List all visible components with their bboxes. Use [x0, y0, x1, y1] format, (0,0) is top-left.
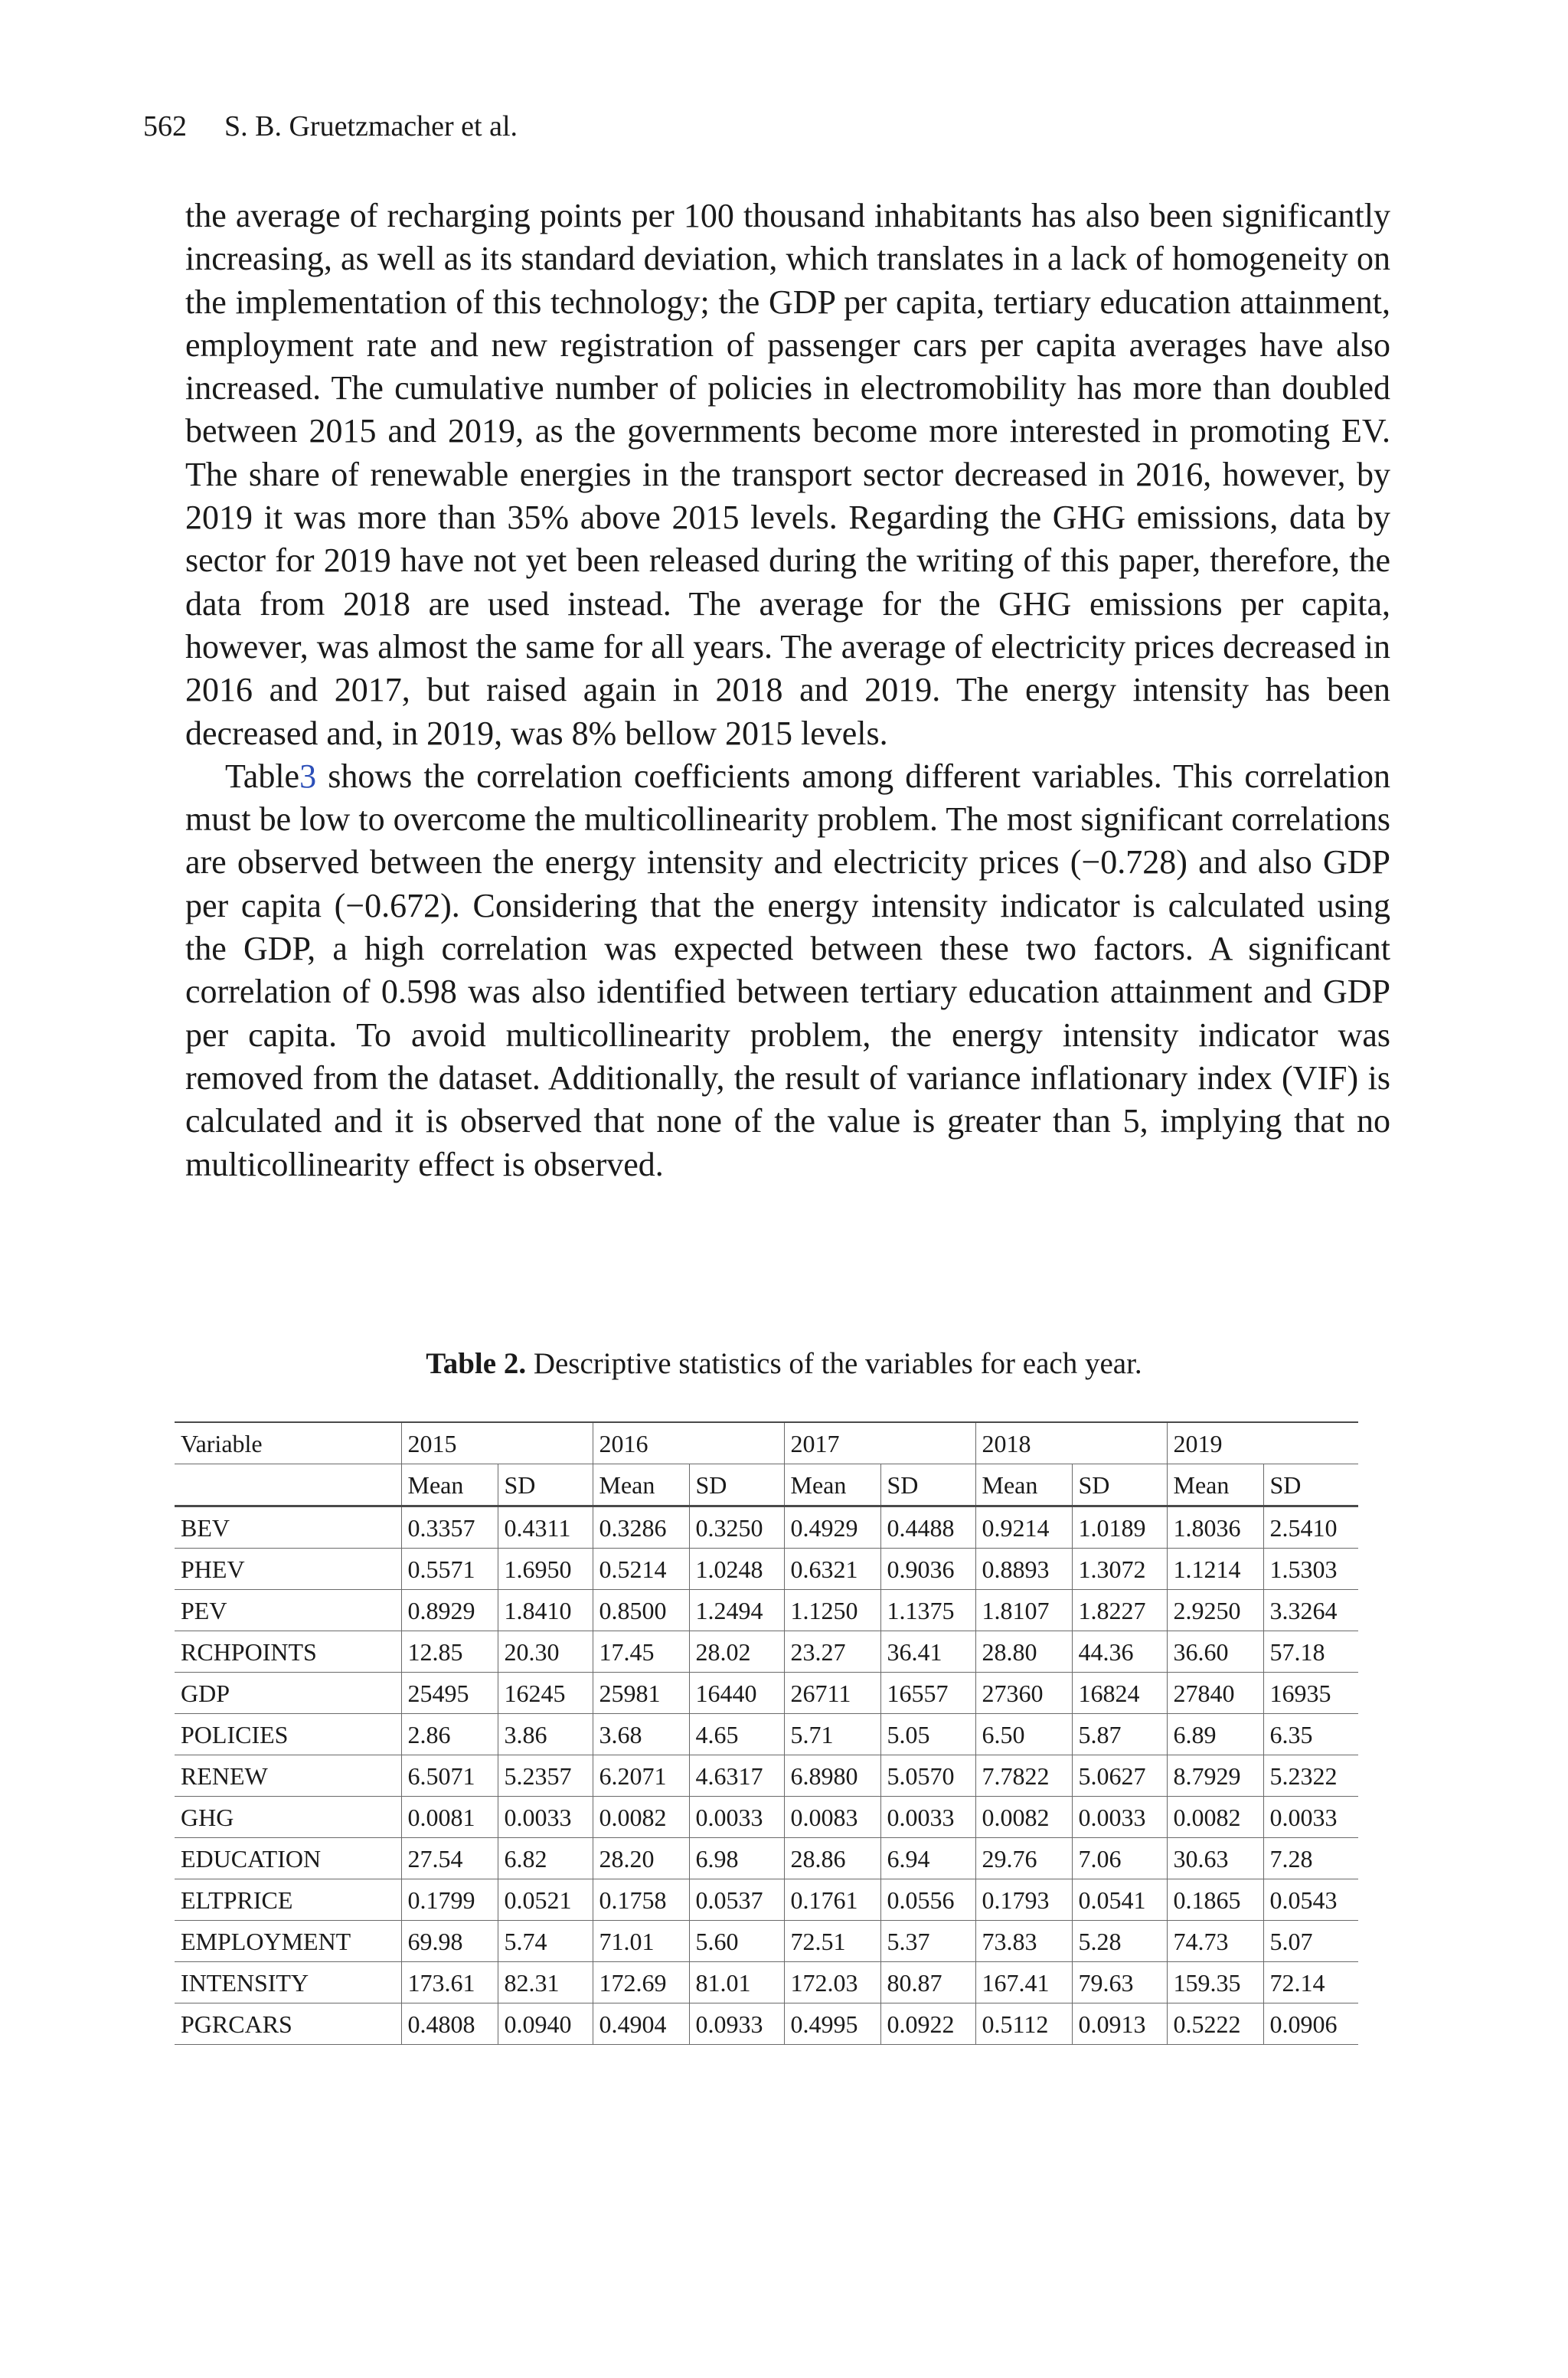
column-header-year: 2019 [1167, 1422, 1358, 1464]
paragraph: the average of recharging points per 100 thousand inhabitants has also been significantly increasing, as well as its standard deviation, which translates in a lack of homogeneity on the implementation of this technology; the GDP per capita, tertiary education attainment, employment rate and new registration of passenger cars per capita averages have also increased. The cumulative number of policies in electromobility has more than doubled between 2015 and 2019, as the governments become more interested in promoting EV. The share of renewable energies in the transport sector decreased in 2016, however, by 2019 it was more than 35% above 2015 levels. Regarding the GHG emissions, data by sector for 2019 have not yet been released during the writing of this paper, therefore, the data from 2018 are used instead. The average for the GHG emissions per capita, however, was almost the same for all years. The average of electricity prices decreased in 2016 and 2017, but raised again in 2018 and 2019. The energy intensity has been decreased and, in 2019, was 8% bellow 2015 levels. [185, 197, 1390, 752]
cell-sd: 20.30 [498, 1631, 593, 1673]
cell-sd: 0.4488 [880, 1506, 975, 1549]
cell-sd: 5.2357 [498, 1755, 593, 1797]
cell-sd: 1.1375 [880, 1590, 975, 1631]
table-row [175, 1838, 1358, 1879]
cell-mean: 173.61 [401, 1962, 498, 2003]
cell-mean: 0.8929 [401, 1590, 498, 1631]
cell-mean: 6.5071 [401, 1755, 498, 1797]
cell-sd: 79.63 [1072, 1962, 1167, 2003]
cell-mean: 0.5222 [1167, 2003, 1263, 2045]
cell-sd: 5.07 [1263, 1921, 1358, 1962]
cell-mean: 36.60 [1167, 1631, 1263, 1673]
cell-sd: 1.8410 [498, 1590, 593, 1631]
cell-sd: 0.0033 [880, 1797, 975, 1838]
cell-mean: 26711 [784, 1673, 880, 1714]
cell-mean: 27.54 [401, 1838, 498, 1879]
cell-mean: 6.8980 [784, 1755, 880, 1797]
cell-sd: 0.0556 [880, 1879, 975, 1921]
cell-mean: 0.1761 [784, 1879, 880, 1921]
paragraph-table-word: Table [225, 757, 300, 795]
cell-sd: 5.2322 [1263, 1755, 1358, 1797]
cell-sd: 0.0033 [689, 1797, 784, 1838]
running-head-authors: S. B. Gruetzmacher et al. [224, 110, 518, 142]
table-subheader-row [175, 1464, 1358, 1506]
column-header-sd: SD [498, 1464, 593, 1506]
cell-mean: 2.86 [401, 1714, 498, 1755]
cell-mean: 0.5571 [401, 1549, 498, 1590]
cell-mean: 23.27 [784, 1631, 880, 1673]
cell-sd: 5.87 [1072, 1714, 1167, 1755]
cell-mean: 6.50 [975, 1714, 1072, 1755]
cell-sd: 0.0922 [880, 2003, 975, 2045]
cell-mean: 29.76 [975, 1838, 1072, 1879]
table-row [175, 1673, 1358, 1714]
paragraph-text: shows the correlation coefficients among different variables. This correlation must be low to overcome the multicollinearity problem. The most significant correlations are observed between the energy intensity and electricity prices (−0.728) and also GDP per capita (−0.672). Considering that the energy intensity indicator is calculated using the GDP, a high correlation was expected between these two factors. A significant correlation of 0.598 was also identified between tertiary education attainment and GDP per capita. To avoid multicollinearity problem, the energy intensity indicator was removed from the dataset. Additionally, the result of variance inflationary index (VIF) is calculated and it is observed that none of the value is greater than 5, implying that no multicollinearity effect is observed. [185, 757, 1390, 1183]
cell-sd: 4.65 [689, 1714, 784, 1755]
cell-mean: 0.8500 [593, 1590, 689, 1631]
cell-mean: 71.01 [593, 1921, 689, 1962]
table-body [175, 1506, 1358, 2045]
column-header-year: 2015 [401, 1422, 593, 1464]
cell-sd: 0.0906 [1263, 2003, 1358, 2045]
cell-sd: 7.06 [1072, 1838, 1167, 1879]
cell-sd: 0.0033 [498, 1797, 593, 1838]
row-label: GDP [175, 1673, 401, 1714]
cell-sd: 0.9036 [880, 1549, 975, 1590]
column-header-blank [175, 1464, 401, 1506]
table-row [175, 1755, 1358, 1797]
cell-mean: 25495 [401, 1673, 498, 1714]
cell-sd: 1.5303 [1263, 1549, 1358, 1590]
cell-mean: 17.45 [593, 1631, 689, 1673]
cell-mean: 0.0082 [593, 1797, 689, 1838]
cell-sd: 36.41 [880, 1631, 975, 1673]
cell-mean: 28.20 [593, 1838, 689, 1879]
paragraph [185, 755, 1390, 1186]
cell-sd: 5.0627 [1072, 1755, 1167, 1797]
table-row [175, 1631, 1358, 1673]
cell-sd: 16440 [689, 1673, 784, 1714]
column-header-sd: SD [1263, 1464, 1358, 1506]
cell-sd: 44.36 [1072, 1631, 1167, 1673]
column-header-sd: SD [1072, 1464, 1167, 1506]
cell-sd: 0.0537 [689, 1879, 784, 1921]
column-header-year: 2016 [593, 1422, 784, 1464]
cell-mean: 172.03 [784, 1962, 880, 2003]
cell-mean: 28.86 [784, 1838, 880, 1879]
cell-sd: 5.28 [1072, 1921, 1167, 1962]
cell-mean: 7.7822 [975, 1755, 1072, 1797]
table-row [175, 1797, 1358, 1838]
cell-sd: 1.6950 [498, 1549, 593, 1590]
cell-sd: 72.14 [1263, 1962, 1358, 2003]
table-caption [0, 1345, 1568, 1383]
cell-mean: 27840 [1167, 1673, 1263, 1714]
table-row [175, 1590, 1358, 1631]
cell-sd: 0.0541 [1072, 1879, 1167, 1921]
cell-mean: 0.9214 [975, 1506, 1072, 1549]
cell-mean: 2.9250 [1167, 1590, 1263, 1631]
cell-sd: 0.0521 [498, 1879, 593, 1921]
cell-mean: 0.5214 [593, 1549, 689, 1590]
running-head [143, 107, 518, 146]
cell-sd: 28.02 [689, 1631, 784, 1673]
cell-mean: 27360 [975, 1673, 1072, 1714]
table-row [175, 1921, 1358, 1962]
column-header-mean: Mean [593, 1464, 689, 1506]
cell-mean: 30.63 [1167, 1838, 1263, 1879]
cell-sd: 82.31 [498, 1962, 593, 2003]
cell-mean: 172.69 [593, 1962, 689, 2003]
table-row [175, 1506, 1358, 1549]
cell-sd: 16557 [880, 1673, 975, 1714]
cell-sd: 6.98 [689, 1838, 784, 1879]
cell-mean: 0.4995 [784, 2003, 880, 2045]
row-label: RENEW [175, 1755, 401, 1797]
cell-mean: 1.1250 [784, 1590, 880, 1631]
cell-mean: 5.71 [784, 1714, 880, 1755]
cell-mean: 74.73 [1167, 1921, 1263, 1962]
cell-sd: 0.0933 [689, 2003, 784, 2045]
cell-mean: 0.4904 [593, 2003, 689, 2045]
column-header-mean: Mean [784, 1464, 880, 1506]
cell-mean: 0.1793 [975, 1879, 1072, 1921]
cell-sd: 5.60 [689, 1921, 784, 1962]
cell-mean: 0.0081 [401, 1797, 498, 1838]
cell-mean: 0.6321 [784, 1549, 880, 1590]
cell-mean: 72.51 [784, 1921, 880, 1962]
cell-mean: 0.1799 [401, 1879, 498, 1921]
cell-mean: 12.85 [401, 1631, 498, 1673]
cell-sd: 16824 [1072, 1673, 1167, 1714]
cell-sd: 5.0570 [880, 1755, 975, 1797]
cell-mean: 159.35 [1167, 1962, 1263, 2003]
cell-sd: 0.0033 [1263, 1797, 1358, 1838]
column-header-year: 2018 [975, 1422, 1167, 1464]
cell-mean: 25981 [593, 1673, 689, 1714]
cell-mean: 0.4808 [401, 2003, 498, 2045]
cell-sd: 0.3250 [689, 1506, 784, 1549]
cell-sd: 0.4311 [498, 1506, 593, 1549]
cell-sd: 1.8227 [1072, 1590, 1167, 1631]
cell-sd: 0.0913 [1072, 2003, 1167, 2045]
cell-mean: 0.5112 [975, 2003, 1072, 2045]
cell-sd: 1.0248 [689, 1549, 784, 1590]
cell-sd: 5.05 [880, 1714, 975, 1755]
cell-sd: 0.0940 [498, 2003, 593, 2045]
cell-mean: 0.1865 [1167, 1879, 1263, 1921]
table-caption-label: Table 2. [426, 1347, 527, 1380]
row-label: BEV [175, 1506, 401, 1549]
row-label: PHEV [175, 1549, 401, 1590]
table-row [175, 1549, 1358, 1590]
cell-mean: 0.4929 [784, 1506, 880, 1549]
cell-mean: 1.8107 [975, 1590, 1072, 1631]
cell-sd: 16245 [498, 1673, 593, 1714]
row-label: ELTPRICE [175, 1879, 401, 1921]
cell-mean: 0.0083 [784, 1797, 880, 1838]
table-row [175, 1879, 1358, 1921]
row-label: PEV [175, 1590, 401, 1631]
body-text [185, 195, 1390, 1186]
column-header-mean: Mean [1167, 1464, 1263, 1506]
cell-mean: 0.0082 [975, 1797, 1072, 1838]
column-header-sd: SD [880, 1464, 975, 1506]
row-label: RCHPOINTS [175, 1631, 401, 1673]
cell-sd: 6.94 [880, 1838, 975, 1879]
column-header-variable: Variable [175, 1422, 401, 1464]
cell-mean: 0.0082 [1167, 1797, 1263, 1838]
table-reference-link[interactable]: 3 [299, 757, 317, 795]
table-row [175, 2003, 1358, 2045]
cell-mean: 69.98 [401, 1921, 498, 1962]
row-label: POLICIES [175, 1714, 401, 1755]
column-header-sd: SD [689, 1464, 784, 1506]
cell-sd: 1.2494 [689, 1590, 784, 1631]
cell-mean: 28.80 [975, 1631, 1072, 1673]
cell-sd: 81.01 [689, 1962, 784, 2003]
cell-sd: 6.82 [498, 1838, 593, 1879]
cell-sd: 0.0033 [1072, 1797, 1167, 1838]
column-header-mean: Mean [975, 1464, 1072, 1506]
table-row [175, 1962, 1358, 2003]
table-header-row [175, 1422, 1358, 1464]
descriptive-statistics-table [175, 1421, 1358, 2045]
cell-mean: 0.1758 [593, 1879, 689, 1921]
cell-sd: 57.18 [1263, 1631, 1358, 1673]
cell-mean: 0.3286 [593, 1506, 689, 1549]
cell-sd: 3.86 [498, 1714, 593, 1755]
page-number: 562 [143, 110, 187, 142]
column-header-year: 2017 [784, 1422, 975, 1464]
cell-mean: 8.7929 [1167, 1755, 1263, 1797]
row-label: GHG [175, 1797, 401, 1838]
row-label: INTENSITY [175, 1962, 401, 2003]
cell-mean: 0.3357 [401, 1506, 498, 1549]
cell-sd: 4.6317 [689, 1755, 784, 1797]
cell-sd: 5.37 [880, 1921, 975, 1962]
cell-mean: 1.8036 [1167, 1506, 1263, 1549]
cell-mean: 1.1214 [1167, 1549, 1263, 1590]
cell-sd: 0.0543 [1263, 1879, 1358, 1921]
cell-mean: 6.89 [1167, 1714, 1263, 1755]
table-row [175, 1714, 1358, 1755]
row-label: PGRCARS [175, 2003, 401, 2045]
cell-sd: 6.35 [1263, 1714, 1358, 1755]
cell-sd: 5.74 [498, 1921, 593, 1962]
row-label: EDUCATION [175, 1838, 401, 1879]
row-label: EMPLOYMENT [175, 1921, 401, 1962]
cell-mean: 73.83 [975, 1921, 1072, 1962]
cell-sd: 16935 [1263, 1673, 1358, 1714]
cell-sd: 1.3072 [1072, 1549, 1167, 1590]
column-header-mean: Mean [401, 1464, 498, 1506]
cell-sd: 80.87 [880, 1962, 975, 2003]
table-caption-text: Descriptive statistics of the variables for each year. [526, 1347, 1142, 1380]
cell-mean: 6.2071 [593, 1755, 689, 1797]
cell-sd: 1.0189 [1072, 1506, 1167, 1549]
cell-mean: 167.41 [975, 1962, 1072, 2003]
cell-sd: 2.5410 [1263, 1506, 1358, 1549]
cell-sd: 3.3264 [1263, 1590, 1358, 1631]
cell-mean: 3.68 [593, 1714, 689, 1755]
cell-sd: 7.28 [1263, 1838, 1358, 1879]
cell-mean: 0.8893 [975, 1549, 1072, 1590]
